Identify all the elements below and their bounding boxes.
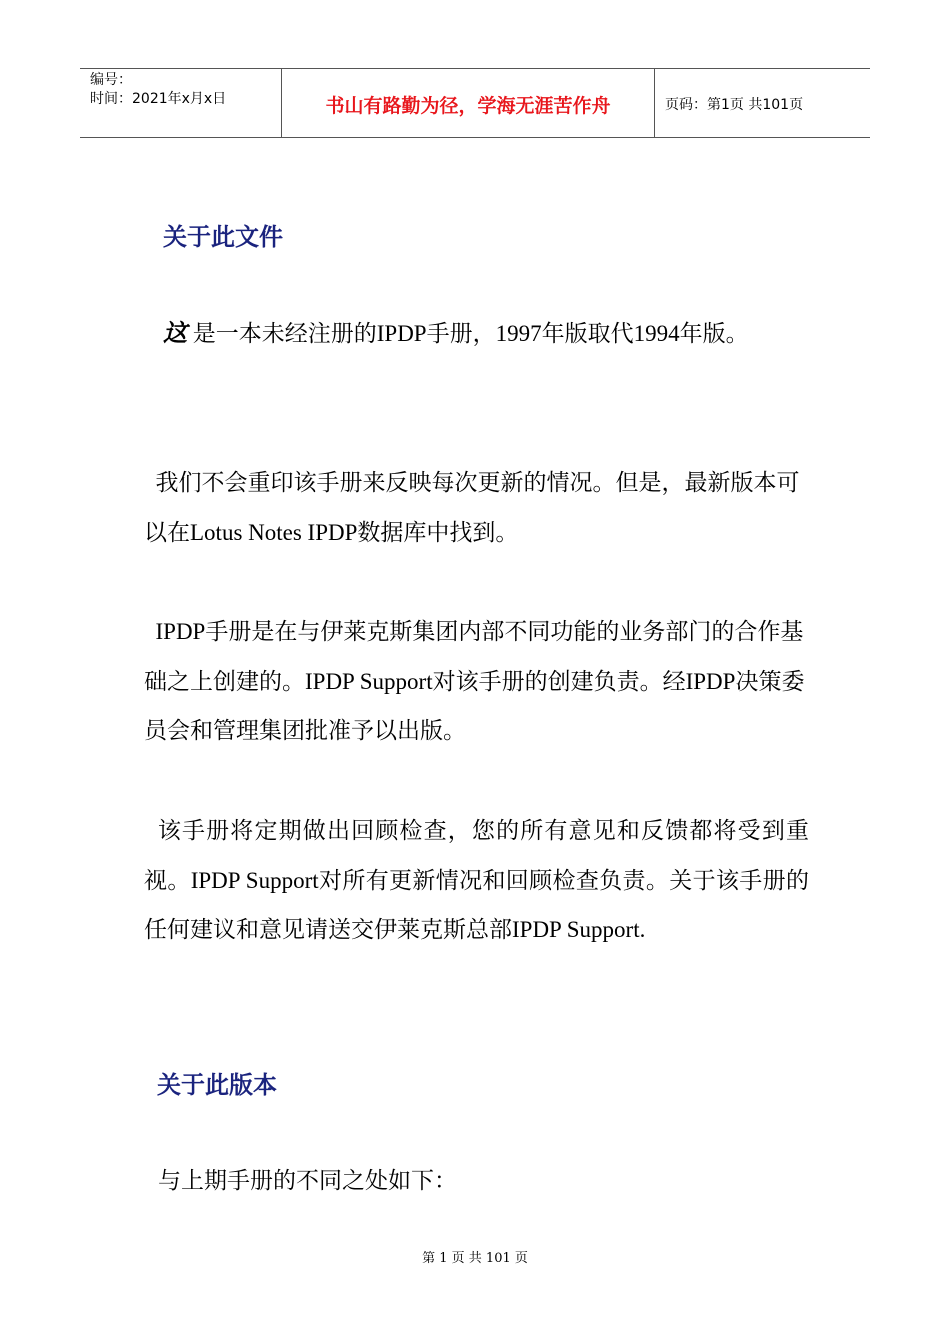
header-page-cell xyxy=(655,69,870,137)
paragraph-intro-text: 是一本未经注册的IPDP手册，1997年版取代1994年版。 xyxy=(187,321,749,346)
paragraph-reprint xyxy=(144,458,809,557)
paragraph-intro xyxy=(163,308,809,359)
page-info: 页码：第1页 共101页 xyxy=(665,97,804,113)
section-heading-about-version: 关于此版本 xyxy=(157,1071,277,1099)
section-heading-about-file: 关于此文件 xyxy=(163,223,283,251)
paragraph-feedback-text: 该手册将定期做出回顾检查，您的所有意见和反馈都将受到重视。IPDP Support对所有更新情况和回顾检查负责。关于该手册的任何建议和意见请送交伊莱克斯总部IPDP Support. xyxy=(144,818,810,942)
page-footer: 第 1 页 共 101 页 xyxy=(422,1251,528,1266)
date-label: 时间：2021年x月x日 xyxy=(90,91,227,107)
header-table xyxy=(80,68,870,138)
paragraph-differences-text: 与上期手册的不同之处如下： xyxy=(158,1168,457,1193)
header-info-cell xyxy=(80,69,282,137)
paragraph-creation-text: IPDP手册是在与伊莱克斯集团内部不同功能的业务部门的合作基础之上创建的。IPDP Support对该手册的创建负责。经IPDP决策委员会和管理集团批准予以出版。 xyxy=(144,619,805,743)
serial-label: 编号： xyxy=(90,72,132,88)
paragraph-differences xyxy=(158,1156,808,1206)
drop-cap: 这 xyxy=(163,318,187,347)
paragraph-feedback xyxy=(144,806,809,955)
header-motto-cell xyxy=(282,69,655,137)
motto-text: 书山有路勤为径，学海无涯苦作舟 xyxy=(325,95,611,117)
paragraph-reprint-text: 我们不会重印该手册来反映每次更新的情况。但是，最新版本可以在Lotus Notes IPDP数据库中找到。 xyxy=(144,470,800,545)
paragraph-creation xyxy=(144,607,809,756)
